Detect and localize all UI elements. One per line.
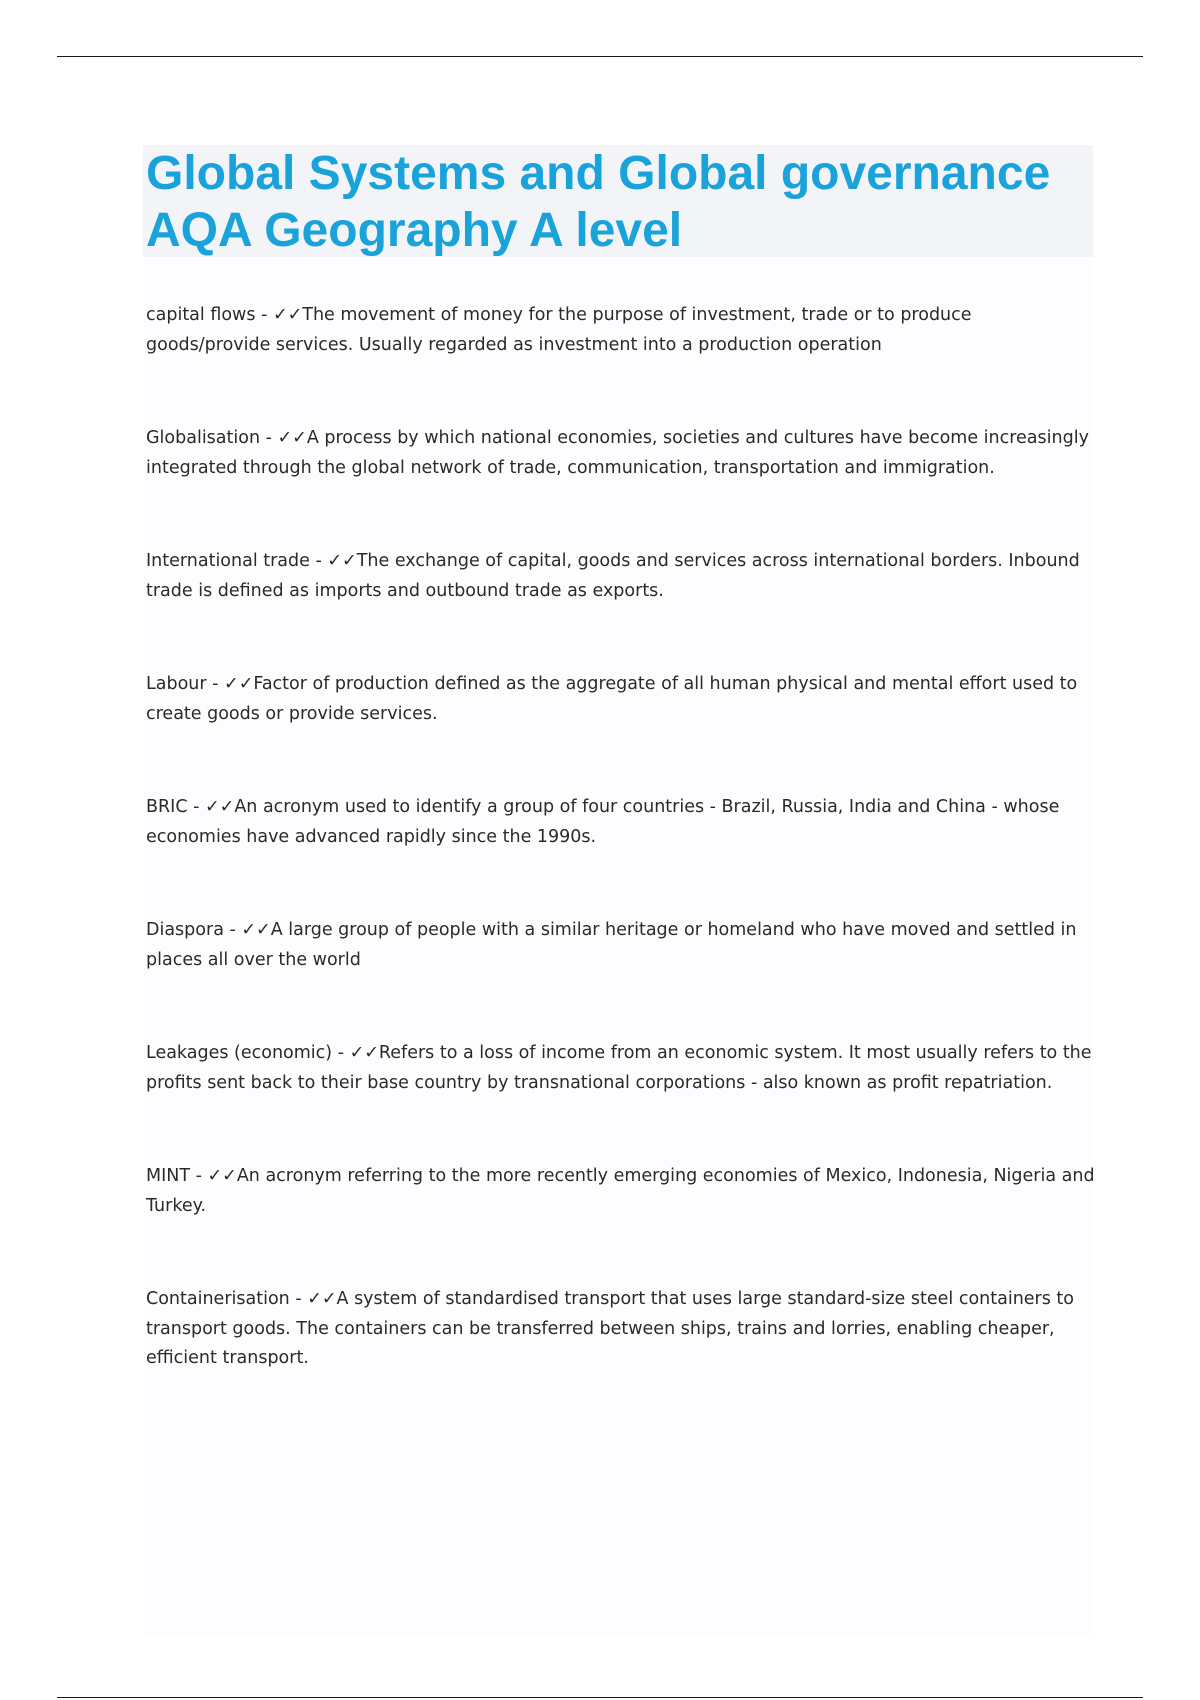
definition: Refers to a loss of income from an economic system. It most usually refers to the profits sent back to their base country by transnational corporations - also known as profit repatriation. [146, 1043, 1092, 1093]
definition: A large group of people with a similar heritage or homeland who have moved and settled in places all over the world [146, 920, 1077, 970]
separator: - [289, 1289, 308, 1309]
term: Labour [146, 674, 207, 694]
definition-item [146, 1162, 1096, 1221]
double-check-icon: ✓✓ [207, 1166, 237, 1186]
definition-item [146, 1285, 1096, 1374]
double-check-icon: ✓✓ [205, 797, 235, 817]
separator: - [260, 428, 278, 448]
term: Globalisation [146, 428, 261, 448]
definition-item [146, 547, 1096, 606]
term: International trade [146, 551, 310, 571]
term: Diaspora [146, 920, 224, 940]
term: Leakages (economic) [146, 1043, 333, 1063]
separator: - [223, 920, 242, 940]
definition: The movement of money for the purpose of investment, trade or to produce goods/provide services. Usually regarded as investment into a production operation [146, 305, 972, 355]
definition-item [146, 301, 1096, 360]
double-check-icon: ✓✓ [241, 920, 271, 940]
definition-item [146, 1039, 1096, 1098]
definition: A process by which national economies, societies and cultures have become increasingly integrated through the global network of trade, communication, transportation and immigration. [146, 428, 1089, 478]
separator: - [255, 305, 273, 325]
double-check-icon: ✓✓ [224, 674, 254, 694]
page-top-rule [57, 56, 1143, 57]
double-check-icon: ✓✓ [327, 551, 357, 571]
definition-item [146, 793, 1096, 852]
separator: - [206, 674, 225, 694]
definition: Factor of production defined as the aggregate of all human physical and mental effort used to create goods or provide services. [146, 674, 1078, 724]
document-title [143, 145, 1093, 257]
double-check-icon: ✓✓ [277, 428, 307, 448]
double-check-icon: ✓✓ [307, 1289, 337, 1309]
definition: The exchange of capital, goods and services across international borders. Inbound trade is defined as imports and outbound trade as exports. [146, 551, 1080, 601]
definition-list [146, 301, 1096, 1374]
term: capital flows [146, 305, 256, 325]
double-check-icon: ✓✓ [349, 1043, 379, 1063]
page-bottom-rule [57, 1697, 1143, 1698]
definition-item [146, 424, 1096, 483]
term: BRIC [146, 797, 188, 817]
definition: A system of standardised transport that uses large standard-size steel containers to transport goods. The containers can be transferred between ships, trains and lorries, enabling cheaper, efficient transport. [146, 1289, 1074, 1368]
definition-item [146, 670, 1096, 729]
separator: - [332, 1043, 350, 1063]
definition-item [146, 916, 1096, 975]
document-title-line-1: Global Systems and Global governance [146, 147, 1051, 200]
term: MINT [146, 1166, 191, 1186]
definition: An acronym referring to the more recently emerging economies of Mexico, Indonesia, Nigeria and Turkey. [146, 1166, 1095, 1216]
document-title-line-2: AQA Geography A level [146, 204, 683, 257]
double-check-icon: ✓✓ [272, 305, 303, 325]
term: Containerisation [146, 1289, 290, 1309]
separator: - [187, 797, 205, 817]
definition: An acronym used to identify a group of four countries - Brazil, Russia, India and China - whose economies have advanced rapidly since the 1990s. [146, 797, 1060, 847]
separator: - [190, 1166, 208, 1186]
separator: - [309, 551, 328, 571]
